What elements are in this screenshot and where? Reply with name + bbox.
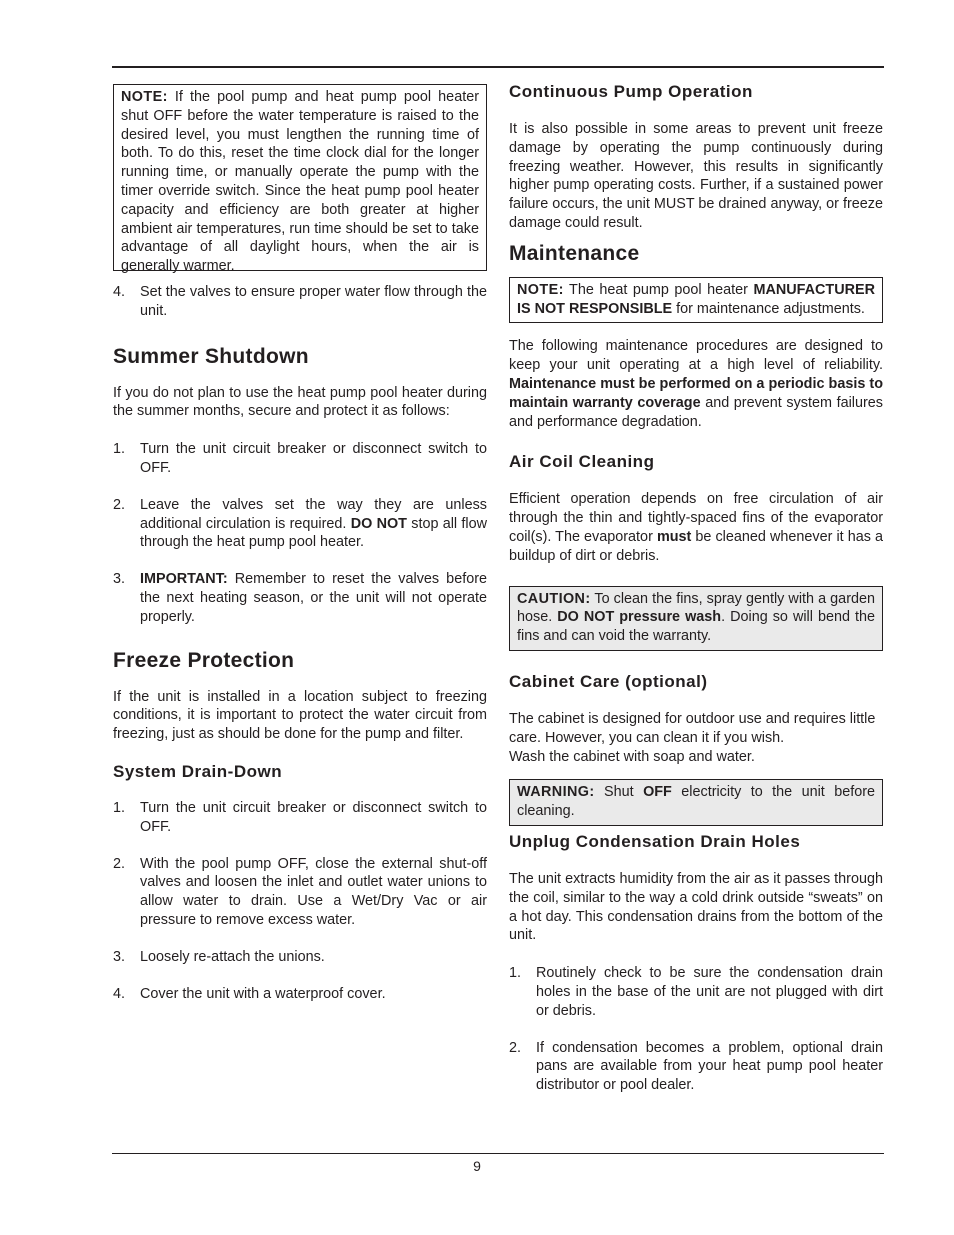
page-number: 9 [473, 1158, 481, 1174]
cabinet-paragraph: The cabinet is designed for outdoor use and requires little care. However, you can clean it if you wish. [509, 710, 876, 746]
summer-intro: If you do not plan to use the heat pump pool heater during the summer months, secure and protect it as follows: [113, 384, 487, 420]
list-item: 4. Cover the unit with a waterproof cover. [113, 985, 386, 1002]
list-item: 3. Loosely re-attach the unions. [113, 948, 325, 965]
note-paragraph: NOTE: If the pool pump and heat pump pool heater shut OFF before the water temperature is raised to the desired level, you must lengthen the running time of both. To do this, reset the time clock dial for the longer running time, or manually operate the pump with the timer override switch. Since the heat pump pool heater capacity and efficiency are both greater at higher ambient air temperatures, run time should be set to take advantage of all daylight hours, when the air is generally warmer. [121, 89, 479, 275]
air-coil-cleaning-heading: Air Coil Cleaning [509, 452, 655, 472]
unplug-list [509, 964, 883, 1095]
list-item: 2. Leave the valves set the way they are unless additional circulation is required. DO NOT stop all flow through the heat pump pool heater. [113, 496, 487, 551]
summer-shutdown-heading: Summer Shutdown [113, 344, 309, 368]
drain-list [113, 799, 487, 1003]
continuous-paragraph: It is also possible in some areas to prevent unit freeze damage by operating the pump continuously during freezing weather. However, this results in significantly higher pump operating costs. Further, if a sustained power failure occurs, the unit MUST be drained anyway, or freeze damage could result. [509, 121, 883, 231]
unplug-paragraph: The unit extracts humidity from the air as it passes through the coil, similar to the way a cold drink outside “sweats” on a hot day. This condensation drains from the bottom of the unit. [509, 870, 883, 944]
cabinet-care-heading: Cabinet Care (optional) [509, 671, 708, 691]
note-box-pool-pump [113, 84, 487, 275]
unplug-drain-heading: Unplug Condensation Drain Holes [509, 831, 801, 851]
list-item: 1. Turn the unit circuit breaker or disconnect switch to OFF. [113, 799, 487, 835]
list-item: 2. If condensation becomes a problem, optional drain pans are available from your heat pump pool heater distributor or pool dealer. [509, 1039, 883, 1094]
air-coil-paragraph: Efficient operation depends on free circulation of air through the thin and tightly-spaced fins of the evaporator coil(s). The evaporator must be cleaned whenever it has a buildup of dirt or debris. [509, 491, 883, 564]
list-item: 3. IMPORTANT: Remember to reset the valves before the next heating season, or the unit will not operate properly. [113, 571, 487, 625]
list-item: 2. With the pool pump OFF, close the external shut-off valves and loosen the inlet and outlet water unions to allow water to drain. Use a Wet/Dry Vac or air pressure to remove excess water. [113, 855, 487, 928]
note-label: NOTE: [121, 89, 168, 105]
warning-box: WARNING: Shut OFF electricity to the unit before cleaning. [509, 779, 883, 826]
list-item: 1. Routinely check to be sure the condensation drain holes in the base of the unit are not plugged with dirt or debris. [509, 965, 883, 1019]
summer-list [113, 440, 487, 626]
note-box-maintenance: NOTE: The heat pump pool heater MANUFACTURER IS NOT RESPONSIBLE for maintenance adjustments. [509, 277, 883, 324]
left-column [113, 84, 487, 1003]
bottom-rule [112, 1153, 884, 1154]
freeze-protection-heading: Freeze Protection [113, 648, 295, 672]
caution-box: CAUTION: To clean the fins, spray gently with a garden hose. DO NOT pressure wash. Doing so will bend the fins and can void the warranty. [509, 586, 883, 651]
system-drain-down-heading: System Drain-Down [113, 761, 283, 781]
top-rule [112, 66, 884, 68]
list-item: 1. Turn the unit circuit breaker or disconnect switch to OFF. [113, 441, 487, 476]
setup-step-list [113, 283, 487, 321]
cabinet-paragraph-2: Wash the cabinet with soap and water. [509, 748, 755, 765]
maintenance-heading: Maintenance [509, 241, 640, 265]
freeze-intro: If the unit is installed in a location subject to freezing conditions, it is important to protect the water circuit from freezing, just as should be done for the pump and filter. [113, 688, 487, 743]
maintenance-paragraph: The following maintenance procedures are designed to keep your unit operating at a high level of reliability. Maintenance must be performed on a periodic basis to maintain warranty coverage and prevent system failures and performance degradation. [509, 338, 883, 430]
right-column [509, 84, 883, 1095]
list-item: 4. Set the valves to ensure proper water flow through the unit. [113, 284, 487, 319]
continuous-pump-heading: Continuous Pump Operation [509, 82, 753, 101]
